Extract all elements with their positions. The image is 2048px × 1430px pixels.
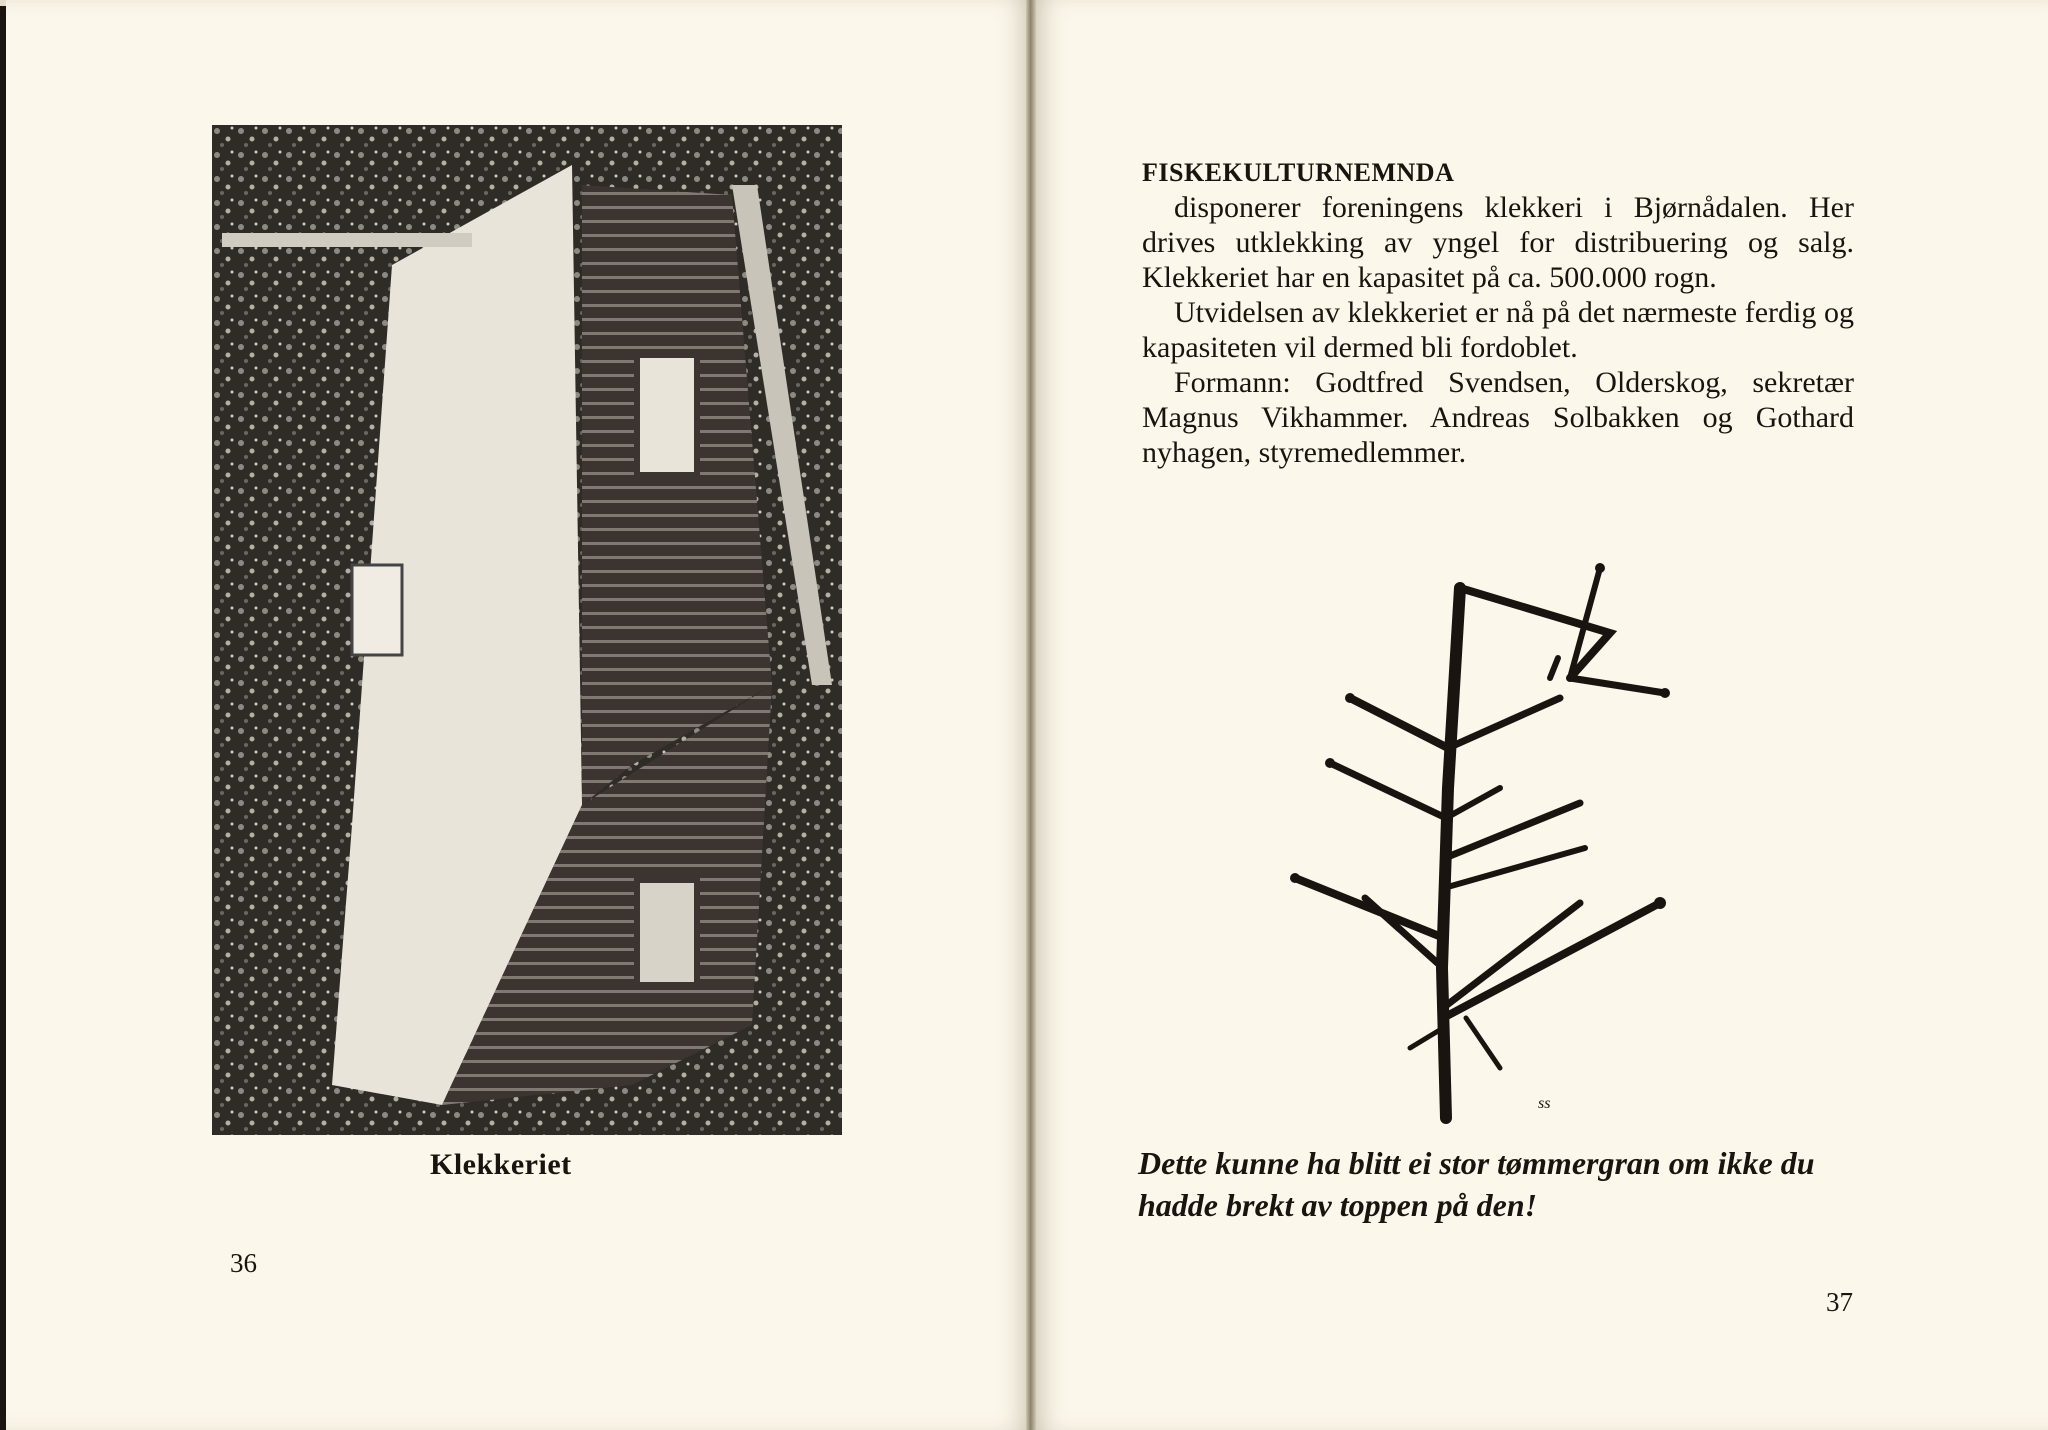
hatchery-photo: [212, 125, 842, 1135]
paragraph-2: Utvidelsen av klekkeriet er nå på det nærmeste ferdig og kapasiteten vil dermed bli fordoblet.: [1142, 296, 1854, 364]
paragraph-3: Formann: Godtfred Svendsen, Olderskog, sekretær Magnus Vikhammer. Andreas Solbakken og Gothard nyhagen, styremedlemmer.: [1142, 366, 1854, 469]
photo-caption: Klekkeriet: [430, 1148, 572, 1181]
spruce-drawing: [1270, 548, 1720, 1128]
book-spine: [1026, 0, 1036, 1430]
page-number-right: 37: [1826, 1287, 1853, 1317]
page-number-left: 36: [230, 1248, 257, 1278]
drawing-signature: ss: [1538, 1095, 1551, 1112]
drawing-caption: Dette kunne ha blitt ei stor tømmergran om ikke du hadde brekt av toppen på den!: [1138, 1145, 1815, 1223]
article-heading: FISKEKULTURNEMNDA: [1142, 158, 1455, 187]
article-text: [1142, 156, 1854, 470]
paragraph-1: disponerer foreningens klekkeri i Bjørnådalen. Her drives utklekking av yngel for distribuering og salg. Klekkeriet har en kapasitet på ca. 500.000 rogn.: [1142, 191, 1854, 294]
